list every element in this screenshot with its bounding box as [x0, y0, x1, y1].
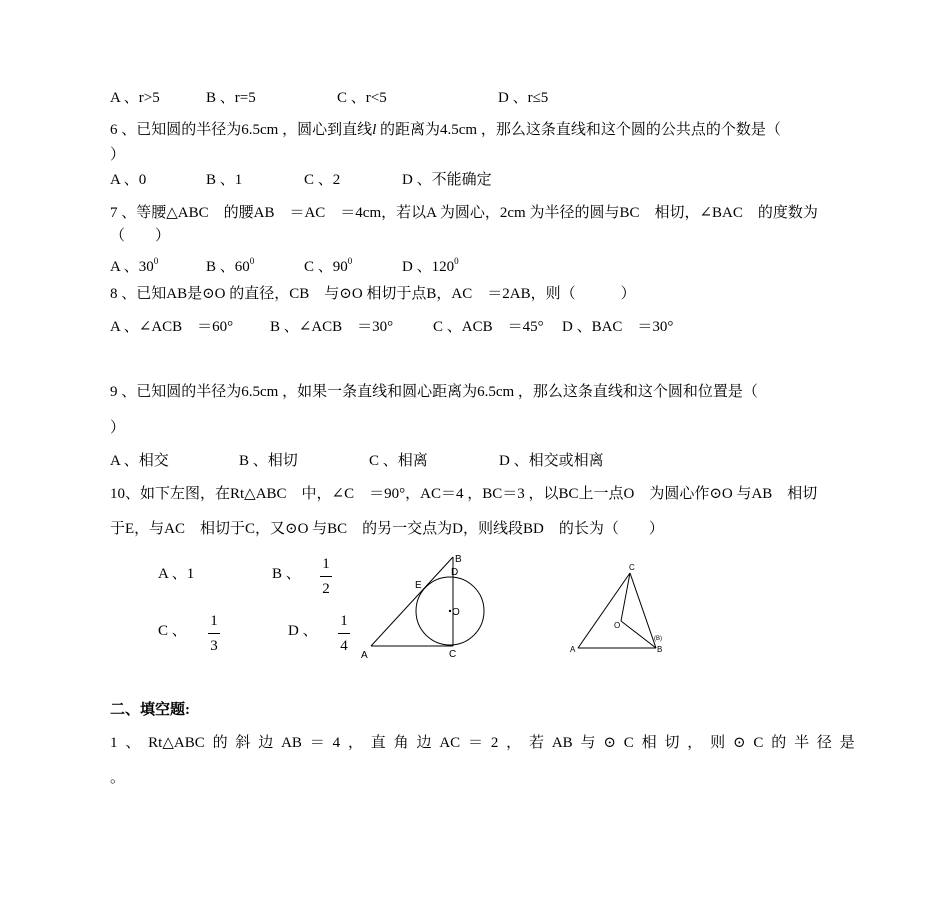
label-b-alt: (B): [654, 636, 662, 642]
center-dot: [449, 610, 451, 612]
label-b: B: [455, 554, 462, 565]
q8-option-d: D 、BAC ＝30°: [562, 319, 674, 335]
q9-question-line2: ）: [110, 420, 126, 436]
label-o: O: [452, 607, 460, 618]
fraction-denominator: 3: [210, 638, 218, 654]
q5-option-c: C 、r<5: [337, 90, 387, 106]
q9-option-c: C 、相离: [369, 453, 428, 469]
q9-option-d: D 、相交或相离: [499, 453, 604, 469]
segment-ob: [621, 621, 656, 648]
q8-option-c: C 、ACB ＝45°: [433, 319, 544, 335]
q10-figure-left: [355, 548, 495, 663]
q10-option-c-fraction: [204, 612, 224, 655]
q10-option-b-fraction: [316, 555, 336, 598]
q7-question-line2: （ ）: [110, 228, 171, 244]
q7-option-a: A 、$30^0$: [110, 256, 159, 275]
q6-question-line1: 6 、已知圆的半径为6.5cm ，圆心到直线l 的距离为4.5cm ，那么这条直线和这个圆的公共点的个数是（: [110, 122, 781, 138]
q10-option-d-fraction: [334, 612, 354, 655]
q8-option-b: B 、∠ACB ＝30°: [270, 319, 394, 335]
q10-option-b-label: B 、: [272, 566, 301, 582]
label-b: B: [657, 645, 663, 654]
q10-option-d-label: D 、: [288, 623, 318, 639]
fraction-denominator: 2: [322, 581, 330, 597]
fill-q1-line2: 。: [110, 770, 126, 786]
q9-option-a: A 、相交: [110, 453, 169, 469]
label-d: D: [451, 567, 459, 578]
q10-question-line1: 10、如下左图，在Rt△ABC 中，∠C ＝90°，AC＝4 ，BC＝3 ，以BC上一点O 为圆心作⊙O 与AB 相切: [110, 486, 818, 502]
fraction-denominator: 4: [340, 638, 348, 654]
q7-question-line1: 7 、等腰△ABC 的腰AB ＝AC ＝4cm，若以A 为圆心，2cm 为半径的圆与BC 相切，∠BAC 的度数为: [110, 205, 818, 221]
q8-question: 8 、已知AB是⊙O 的直径，CB 与⊙O 相切于点B，AC ＝2AB，则（ ）: [110, 286, 636, 302]
q9-question-line1: 9 、已知圆的半径为6.5cm ，如果一条直线和圆心距离为6.5cm ，那么这条直线和这个圆和位置是（: [110, 384, 758, 400]
q10-option-c-label: C 、: [158, 623, 187, 639]
label-e: E: [415, 580, 422, 591]
fill-q1-line1: 1 、 Rt△ABC 的 斜 边 AB ＝ 4 ， 直 角 边 AC ＝ 2 ， 若 AB 与 ⊙ C 相 切 ， 则 ⊙ C 的 半 径 是: [110, 735, 855, 751]
q7-option-d: D 、$120^0$: [402, 256, 459, 275]
q7-option-b: B 、$60^0$: [206, 256, 255, 275]
q6-option-a: A 、0: [110, 172, 147, 188]
label-a: A: [570, 645, 576, 654]
q10-question-line2: 于E，与AC 相切于C，又⊙O 与BC 的另一交点为D，则线段BD 的长为（ ）: [110, 521, 664, 537]
q5-option-a: A 、r>5: [110, 90, 160, 106]
q5-option-b: B 、r=5: [206, 90, 256, 106]
q9-option-b: B 、相切: [239, 453, 298, 469]
label-c: C: [629, 563, 635, 572]
side-ac: [578, 573, 630, 648]
fraction-numerator: 1: [322, 556, 330, 572]
label-a: A: [361, 650, 368, 661]
fraction-numerator: 1: [340, 613, 348, 629]
section-heading: 二、填空题:: [110, 702, 190, 718]
label-o: O: [614, 621, 621, 630]
fraction-numerator: 1: [210, 613, 218, 629]
q6-option-d: D 、不能确定: [402, 172, 492, 188]
q10-figure-right: [565, 558, 677, 658]
q10-option-a: A 、1: [158, 566, 195, 582]
q6-option-b: B 、1: [206, 172, 243, 188]
q7-option-c: C 、$90^0$: [304, 256, 353, 275]
label-c: C: [449, 649, 457, 660]
q8-option-a: A 、∠ACB ＝60°: [110, 319, 234, 335]
side-cb: [630, 573, 656, 648]
q5-option-d: D 、r≤5: [498, 90, 549, 106]
q6-question-line2: ）: [110, 147, 126, 163]
q6-option-c: C 、2: [304, 172, 341, 188]
side-ab: [371, 557, 453, 646]
